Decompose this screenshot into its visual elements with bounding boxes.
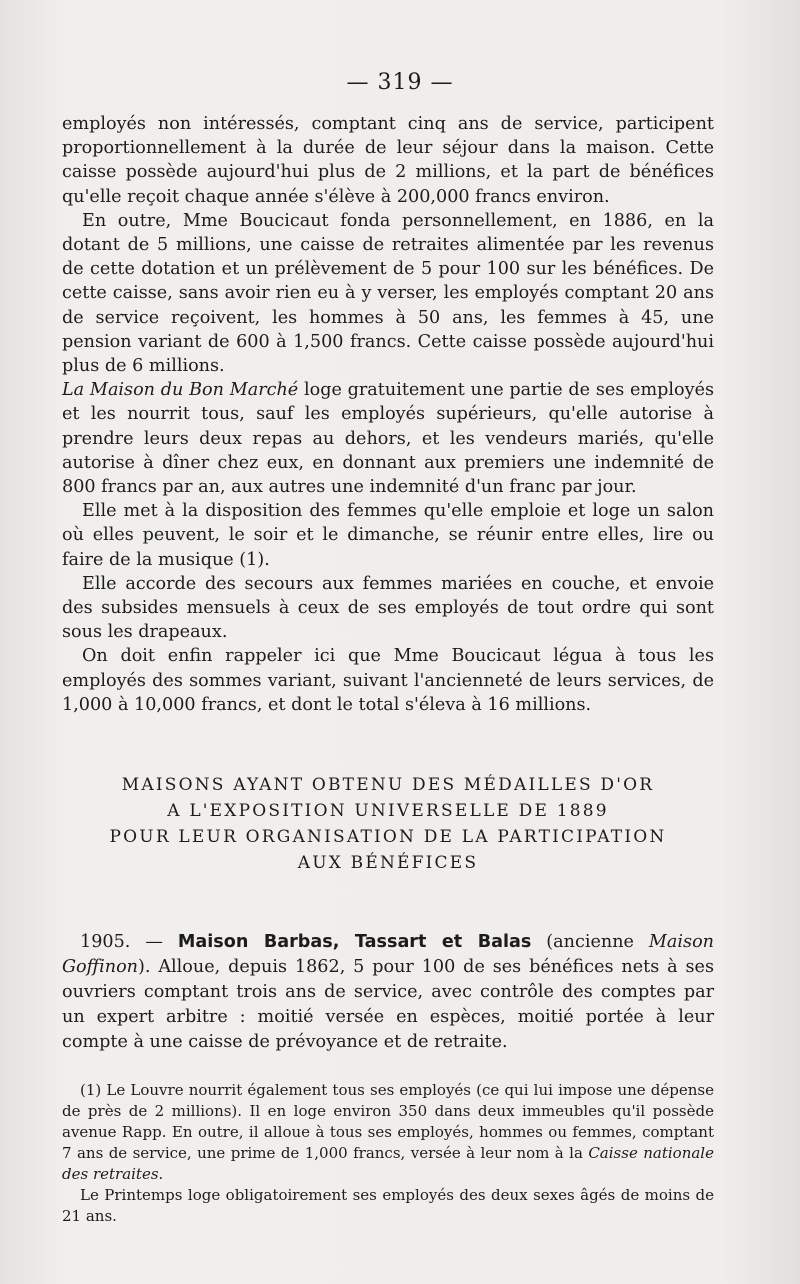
paragraph-2: En outre, Mme Boucicaut fonda personnellement, en 1886, en la dotant de 5 millions, une caisse de retraites alimentée par les revenus de cette dotation et un prélèvement de 5 pour 100 sur les bénéfices. De cette caisse, sans avoir rien eu à y verser, les employés comptant 20 ans de service reçoivent, les hommes à 50 ans, les femmes à 45, une pension variant de 600 à 1,500 francs. Cette caisse possède aujourd'hui plus de 6 millions. — [62, 210, 714, 377]
paragraph-3-text: loge gratuitement une partie de ses employés et les nourrit tous, sauf les employés supérieurs, qu'elle autorise à prendre leurs deux repas au dehors, et les vendeurs mariés, qu'elle autorise à dîner chez eux, en donnant aux premiers une indemnité de 800 francs par an, aux autres une indemnité d'un franc par jour. — [62, 380, 715, 498]
footnote-1-italic: Caisse nationale des retraites — [62, 1144, 714, 1183]
entry-paragraph — [62, 930, 714, 1055]
footnotes — [62, 1080, 714, 1227]
entry-dash: — — [130, 932, 178, 952]
footnote-2: Le Printemps loge obligatoirement ses employés des deux sexes âgés de moins de 21 ans. — [62, 1186, 714, 1225]
entry-company-name: Maison Barbas, Tassart et Balas — [177, 932, 532, 952]
entry-pre-italic: (ancienne — [531, 932, 649, 952]
footnote-1-end: . — [158, 1165, 164, 1183]
paragraph-5: Elle accorde des secours aux femmes mariées en couche, et envoie des subsides mensuels à ceux de ses employés de tout ordre qui sont sous les drapeaux. — [62, 573, 714, 643]
heading-line-4: AUX BÉNÉFICES — [297, 853, 479, 873]
paragraph-1: employés non intéressés, comptant cinq ans de service, participent proportionnellement à la durée de leur séjour dans la maison. Cette caisse possède aujourd'hui plus de 2 millions, et la part de bénéfices qu'elle reçoit chaque année s'élève à 200,000 francs environ. — [62, 114, 714, 207]
page-number: — 319 — — [346, 70, 454, 95]
entry-text: ). Alloue, depuis 1862, 5 pour 100 de ses bénéfices nets à ses ouvriers comptant trois ans de service, avec contrôle des comptes par un expert arbitre : moitié versée en espèces, moitié portée à leur compte à une caisse de prévoyance et de retraite. — [62, 957, 714, 1052]
heading-line-2: A L'EXPOSITION UNIVERSELLE DE 1889 — [167, 801, 609, 821]
body-text — [62, 112, 714, 717]
bon-marche-italic: La Maison du Bon Marché — [62, 380, 299, 401]
entry-former-name: Maison Goffinon — [62, 932, 714, 977]
paragraph-6: On doit enfin rappeler ici que Mme Boucicaut légua à tous les employés des sommes variant, suivant l'ancienneté de leurs services, de 1,000 à 10,000 francs, et dont le total s'éleva à 16 millions. — [62, 646, 714, 715]
heading-line-1: MAISONS AYANT OBTENU DES MÉDAILLES D'OR — [121, 775, 655, 795]
footnote-1-text: (1) Le Louvre nourrit également tous ses employés (ce qui lui impose une dépense de près de 2 millions). Il en loge environ 350 dans deux immeubles qu'il possède avenue Rapp. En outre, il alloue à tous ses employés, hommes ou femmes, comptant 7 ans de service, une prime de 1,000 francs, versée à leur nom à la — [62, 1081, 714, 1162]
section-heading — [62, 772, 714, 876]
footnote-1 — [62, 1080, 714, 1185]
entry-number: 1905. — [80, 932, 131, 952]
paragraph-4: Elle met à la disposition des femmes qu'elle emploie et loge un salon où elles peuvent, le soir et le dimanche, se réunir entre elles, lire ou faire de la musique (1). — [62, 501, 714, 570]
entry-1905 — [62, 930, 714, 1055]
heading-line-3: POUR LEUR ORGANISATION DE LA PARTICIPATION — [109, 827, 667, 847]
paragraph-3 — [62, 378, 714, 499]
